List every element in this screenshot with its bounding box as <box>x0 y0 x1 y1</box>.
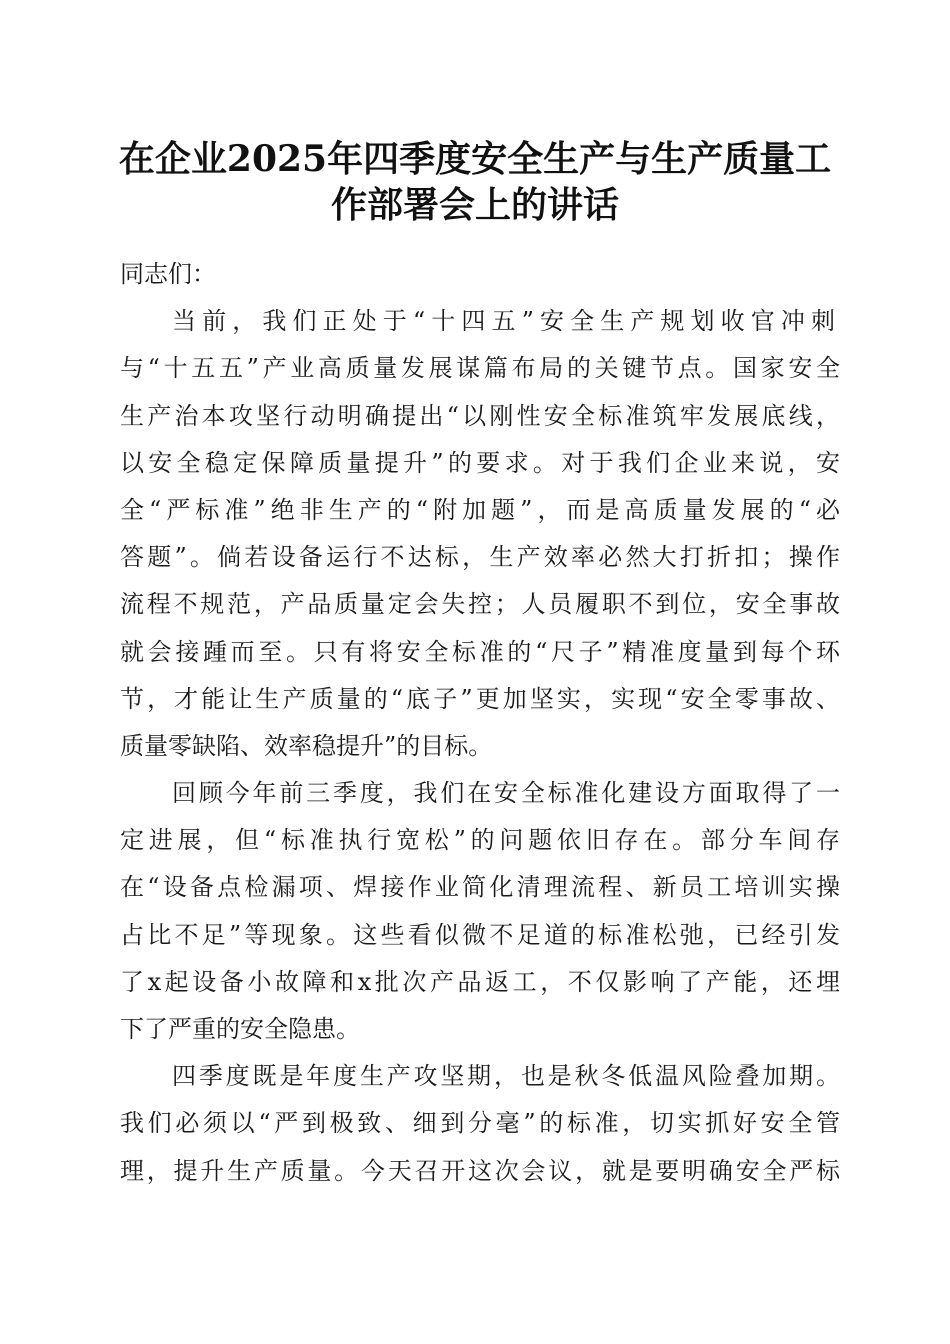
paragraph-line: 下了严重的安全隐患。 <box>120 1015 360 1043</box>
paragraph-line: 我们必须以“严到极致、细到分毫”的标准，切实抓好安全管 <box>120 1109 840 1138</box>
paragraph-line: 定进展，但“标准执行宽松”的问题依旧存在。部分车间存 <box>120 826 840 855</box>
paragraph-line: 流程不规范，产品质量定会失控；人员履职不到位，安全事故 <box>120 590 840 619</box>
paragraph-1 <box>120 298 840 770</box>
paragraph-3 <box>120 1053 840 1195</box>
paragraph-line: 全“严标准”绝非生产的“附加题”，而是高质量发展的“必 <box>120 495 840 524</box>
paragraph-line: 四季度既是年度生产攻坚期，也是秋冬低温风险叠加期。 <box>172 1062 840 1091</box>
paragraph-line: 占比不足”等现象。这些看似微不足道的标准松弛，已经引发 <box>120 920 840 949</box>
document-body <box>120 251 840 1195</box>
paragraph-line: 以安全稳定保障质量提升”的要求。对于我们企业来说，安 <box>120 448 840 477</box>
document-title <box>95 136 855 228</box>
paragraph-line: 了x起设备小故障和x批次产品返工，不仅影响了产能，还埋 <box>120 967 840 996</box>
paragraph-line: 生产治本攻坚行动明确提出“以刚性安全标准筑牢发展底线， <box>120 401 840 430</box>
salutation: 同志们： <box>120 260 216 288</box>
paragraph-line: 回顾今年前三季度，我们在安全标准化建设方面取得了一 <box>172 779 840 808</box>
paragraph-line: 节，才能让生产质量的“底子”更加坚实，实现“安全零事故、 <box>120 684 840 713</box>
paragraph-line: 理，提升生产质量。今天召开这次会议，就是要明确安全严标 <box>120 1156 840 1185</box>
paragraph-line: 在“设备点检漏项、焊接作业简化清理流程、新员工培训实操 <box>120 873 840 902</box>
paragraph-line: 就会接踵而至。只有将安全标准的“尺子”精准度量到每个环 <box>120 637 840 666</box>
title-line: 在企业2025年四季度安全生产与生产质量工 <box>118 138 832 180</box>
paragraph-line: 与“十五五”产业高质量发展谋篇布局的关键节点。国家安全 <box>120 354 840 383</box>
paragraph-line: 质量零缺陷、效率稳提升”的目标。 <box>120 731 493 760</box>
paragraph-2 <box>120 770 840 1053</box>
title-line: 作部署会上的讲话 <box>330 184 619 226</box>
paragraph-line: 答题”。倘若设备运行不达标，生产效率必然大打折扣；操作 <box>120 543 840 572</box>
paragraph-line: 当前，我们正处于“十四五”安全生产规划收官冲刺 <box>172 307 840 336</box>
